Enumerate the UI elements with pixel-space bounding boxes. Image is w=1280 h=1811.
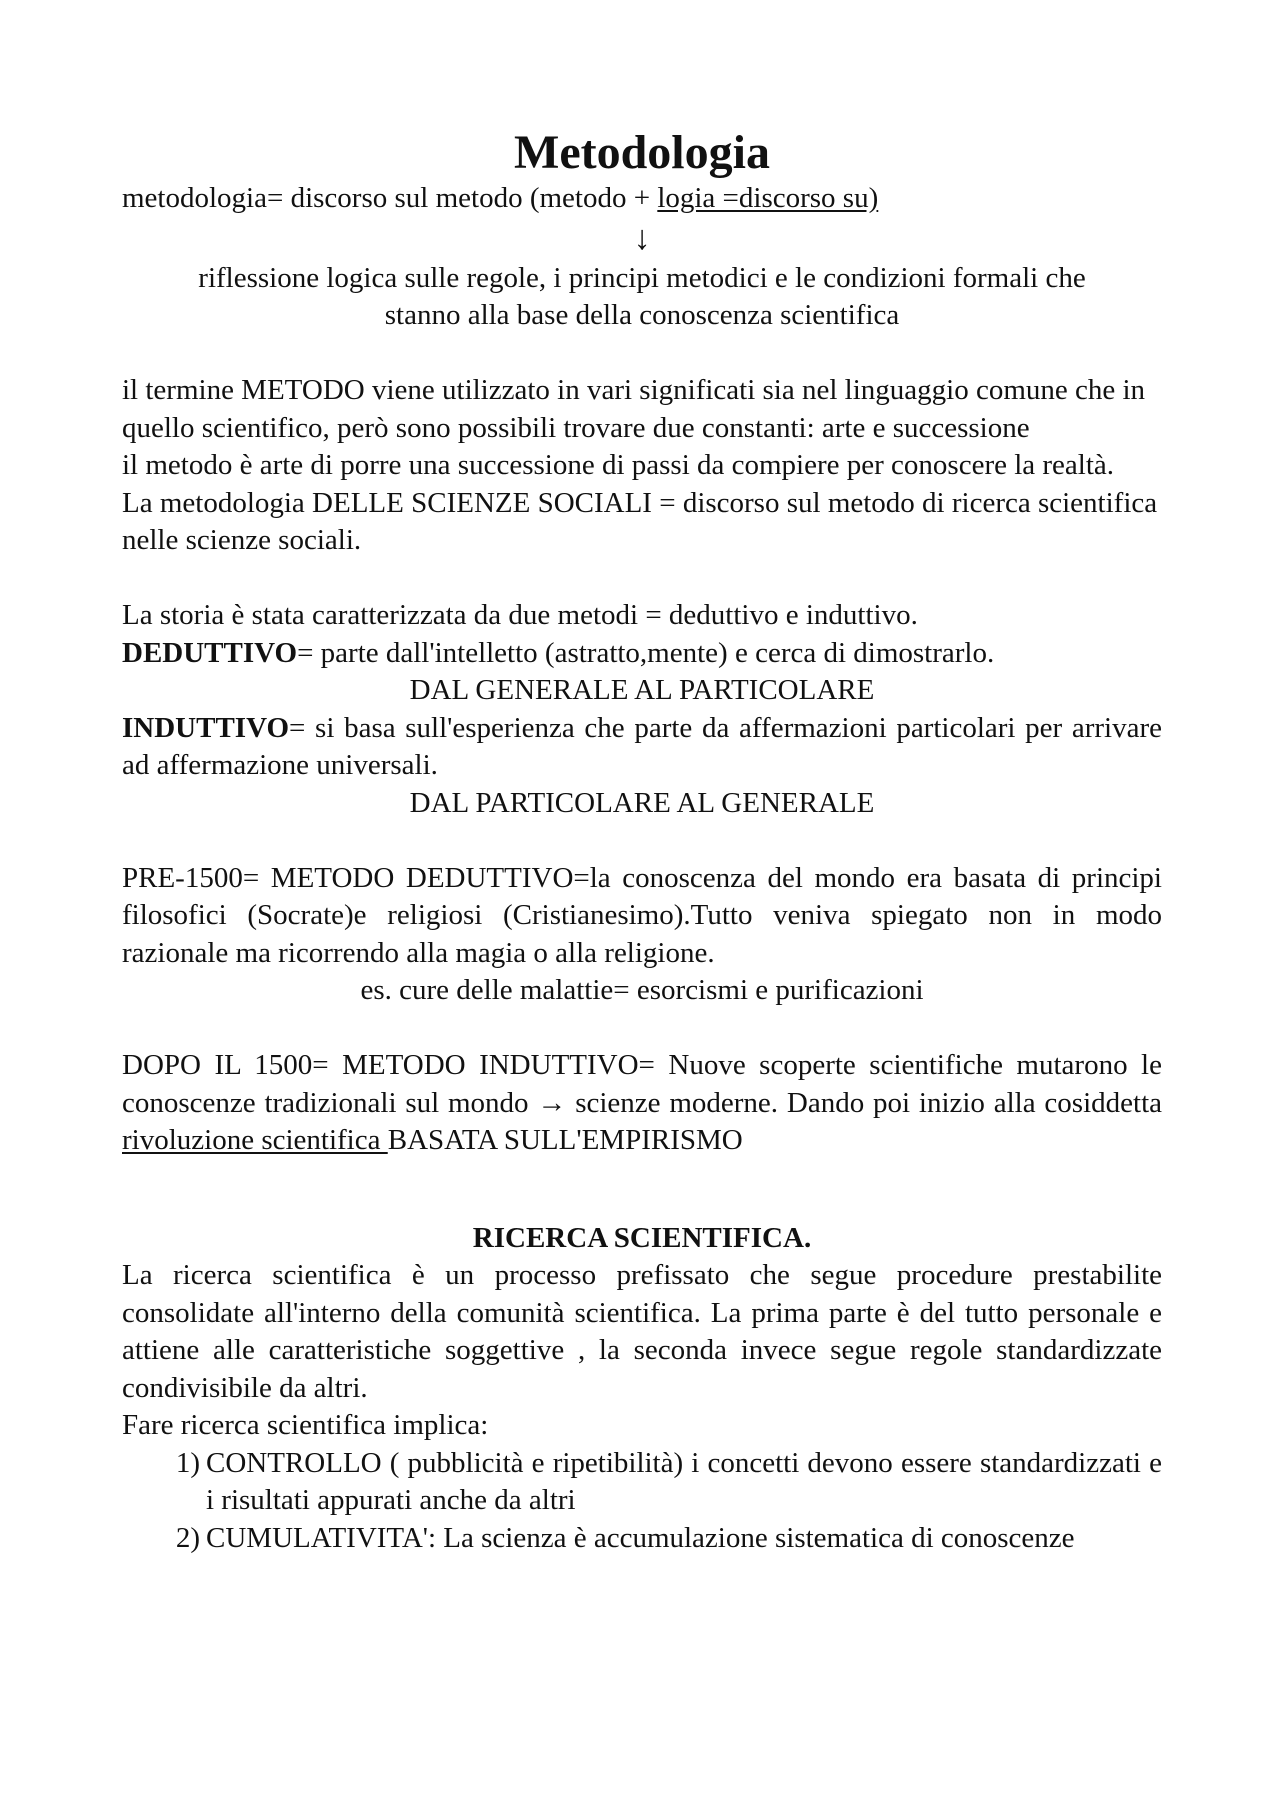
induttivo-motto: DAL PARTICOLARE AL GENERALE bbox=[409, 786, 875, 819]
definition-line bbox=[122, 180, 1162, 218]
deduttivo-label: DEDUTTIVO bbox=[122, 636, 298, 669]
definition-underlined: logia =discorso su) bbox=[657, 182, 879, 214]
list-item-text: CUMULATIVITA': La scienza è accumulazione sistematica di conoscenze bbox=[206, 1521, 1075, 1554]
spacer bbox=[122, 1010, 1162, 1048]
page-title: Metodologia bbox=[514, 126, 770, 179]
spacer bbox=[122, 560, 1162, 598]
reflection-line-2: stanno alla base della conoscenza scientifica bbox=[384, 299, 900, 331]
spacer bbox=[122, 822, 1162, 860]
list-item-number: 1) bbox=[175, 1446, 200, 1479]
storia-intro: La storia è stata caratterizzata da due metodi = deduttivo e induttivo. bbox=[122, 599, 918, 631]
deduttivo-line bbox=[122, 635, 1162, 673]
ricerca-list bbox=[122, 1445, 1162, 1558]
down-arrow-icon: ↓ bbox=[633, 219, 651, 257]
post1500-text: DOPO IL 1500= METODO INDUTTIVO= Nuove scoperte scientifiche mutarono le conoscenze tradizionali sul mondo → scienze moderne. Dando poi inizio alla cosiddetta bbox=[122, 1049, 1162, 1119]
induttivo-label: INDUTTIVO bbox=[122, 711, 290, 744]
spacer bbox=[122, 1160, 1162, 1220]
reflection-line-1: riflessione logica sulle regole, i principi metodici e le condizioni formali che bbox=[198, 261, 1086, 294]
ricerca-paragraph-2: Fare ricerca scientifica implica: bbox=[122, 1409, 489, 1441]
deduttivo-text: = parte dall'intelletto (astratto,mente) e cerca di dimostrarlo. bbox=[297, 636, 995, 669]
induttivo-text: = si basa sull'esperienza che parte da affermazioni particolari per arrivare ad affermazione universali. bbox=[122, 711, 1162, 781]
list-item-number: 2) bbox=[175, 1521, 200, 1554]
definition-text: metodologia= discorso sul metodo (metodo + bbox=[122, 182, 658, 214]
list-item-text: CONTROLLO ( pubblicità e ripetibilità) i concetti devono essere standardizzati e i risultati appurati anche da altri bbox=[206, 1446, 1162, 1516]
post1500-paragraph bbox=[122, 1047, 1162, 1160]
ricerca-paragraph-1: La ricerca scientifica è un processo prefissato che segue procedure prestabilite consolidate all'interno della comunità scientifica. La prima parte è del tutto personale e attiene alle caratteristiche soggettive , la seconda invece segue regole standardizzate condivisibile da altri. bbox=[122, 1259, 1162, 1404]
deduttivo-motto: DAL GENERALE AL PARTICOLARE bbox=[409, 674, 875, 706]
pre1500-example: es. cure delle malattie= esorcismi e purificazioni bbox=[360, 974, 924, 1006]
list-item bbox=[122, 1520, 1162, 1558]
post1500-tail: BASATA SULL'EMPIRISMO bbox=[387, 1124, 743, 1156]
induttivo-line bbox=[122, 710, 1162, 785]
document-content bbox=[122, 124, 1162, 1557]
list-item bbox=[122, 1445, 1162, 1520]
ricerca-heading: RICERCA SCIENTIFICA. bbox=[472, 1221, 812, 1254]
spacer bbox=[122, 335, 1162, 373]
metodo-paragraph-2: il metodo è arte di porre una successione di passi da compiere per conoscere la realtà. bbox=[122, 449, 1115, 481]
metodo-paragraph-1: il termine METODO viene utilizzato in vari significati sia nel linguaggio comune che in quello scientifico, però sono possibili trovare due constanti: arte e successione bbox=[122, 374, 1146, 444]
metodo-paragraph-3: La metodologia DELLE SCIENZE SOCIALI = discorso sul metodo di ricerca scientifica nelle scienze sociali. bbox=[122, 486, 1158, 556]
rivoluzione-underlined: rivoluzione scientifica bbox=[122, 1124, 388, 1156]
pre1500-paragraph: PRE-1500= METODO DEDUTTIVO=la conoscenza del mondo era basata di principi filosofici (Socrate)e religiosi (Cristianesimo).Tutto veniva spiegato non in modo razionale ma ricorrendo alla magia o alla religione. bbox=[122, 861, 1162, 969]
